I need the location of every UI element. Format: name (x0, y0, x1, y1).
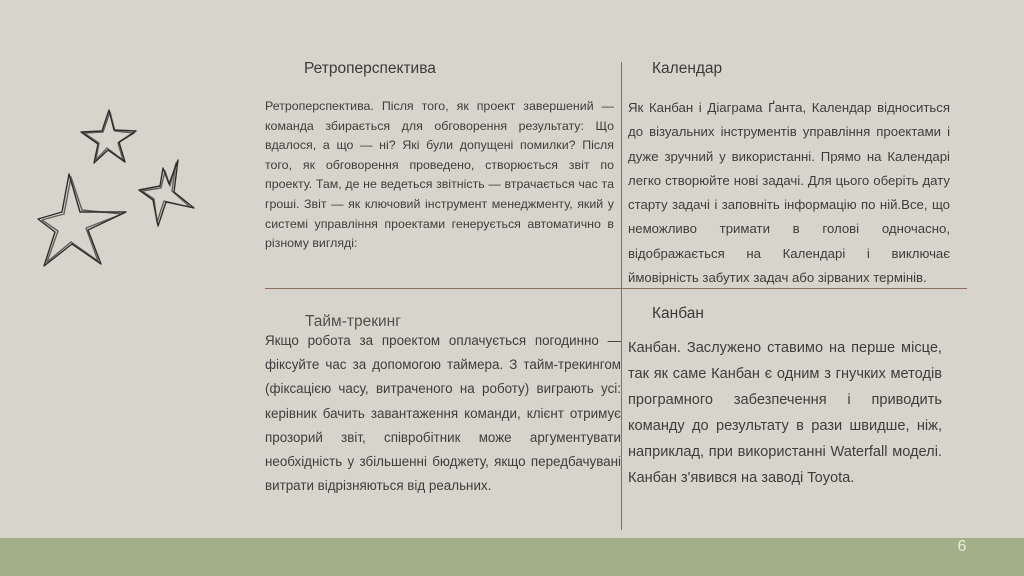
page-number: 6 (957, 538, 967, 555)
time-tracking-title: Тайм-трекинг (305, 313, 401, 330)
vertical-divider (621, 62, 622, 530)
medium-star-icon (139, 160, 194, 226)
time-tracking-text: Якщо робота за проектом оплачується погодинно — фіксуйте час за допомогою таймера. З тайм-трекингом (фіксацією часу, витраченого на роботу) виграють усі: керівник бачить завантаження команди, клієнт отримує прозорий звіт, співробітник може аргументувати необхідність у збільшенні бюджету, якщо передбачувані витрати відрізняються від реальних. (265, 333, 621, 494)
kanban-text: Канбан. Заслужено ставимо на перше місце, так як саме Канбан є одним з гнучких методів програмного забезпечення і приводить команду до результату в рази швидше, ніж, наприклад, при використанні Waterfall моделі. Канбан з'явився на заводі Toyota. (628, 340, 942, 487)
retro-title: Ретроперспектива (304, 60, 436, 77)
retro-text: Ретроперспектива. Після того, як проект завершений — команда збирається для обговорення результату: Що вдалося, а що — ні? Які були допущені помилки? Після того, як обговорення проведено, створюється звіт по проекту. Там, де не ведеться звітність — втрачається час та гроші. Звіт — як ключовий інструмент менеджменту, який у системі управління проектами генерується автоматично в різному вигляді: (265, 99, 614, 251)
calendar-title: Календар (652, 60, 723, 77)
kanban-title: Канбан (652, 305, 704, 322)
calendar-text: Як Канбан і Діаграма Ґанта, Календар відноситься до візуальних інструментів управління проектами і дуже зручний у використанні. Прямо на Календарі легко створюйте нові задачі. Для цього оберіть дату старту задачі і заповніть інформацію по ній.Все, що неможливо тримати в голові одночасно, відображається на Календарі і виключає ймовірність забутих задач або зірваних термінів. (628, 100, 950, 286)
hand-drawn-stars-icon (36, 104, 196, 269)
footer-bar (0, 538, 1024, 576)
